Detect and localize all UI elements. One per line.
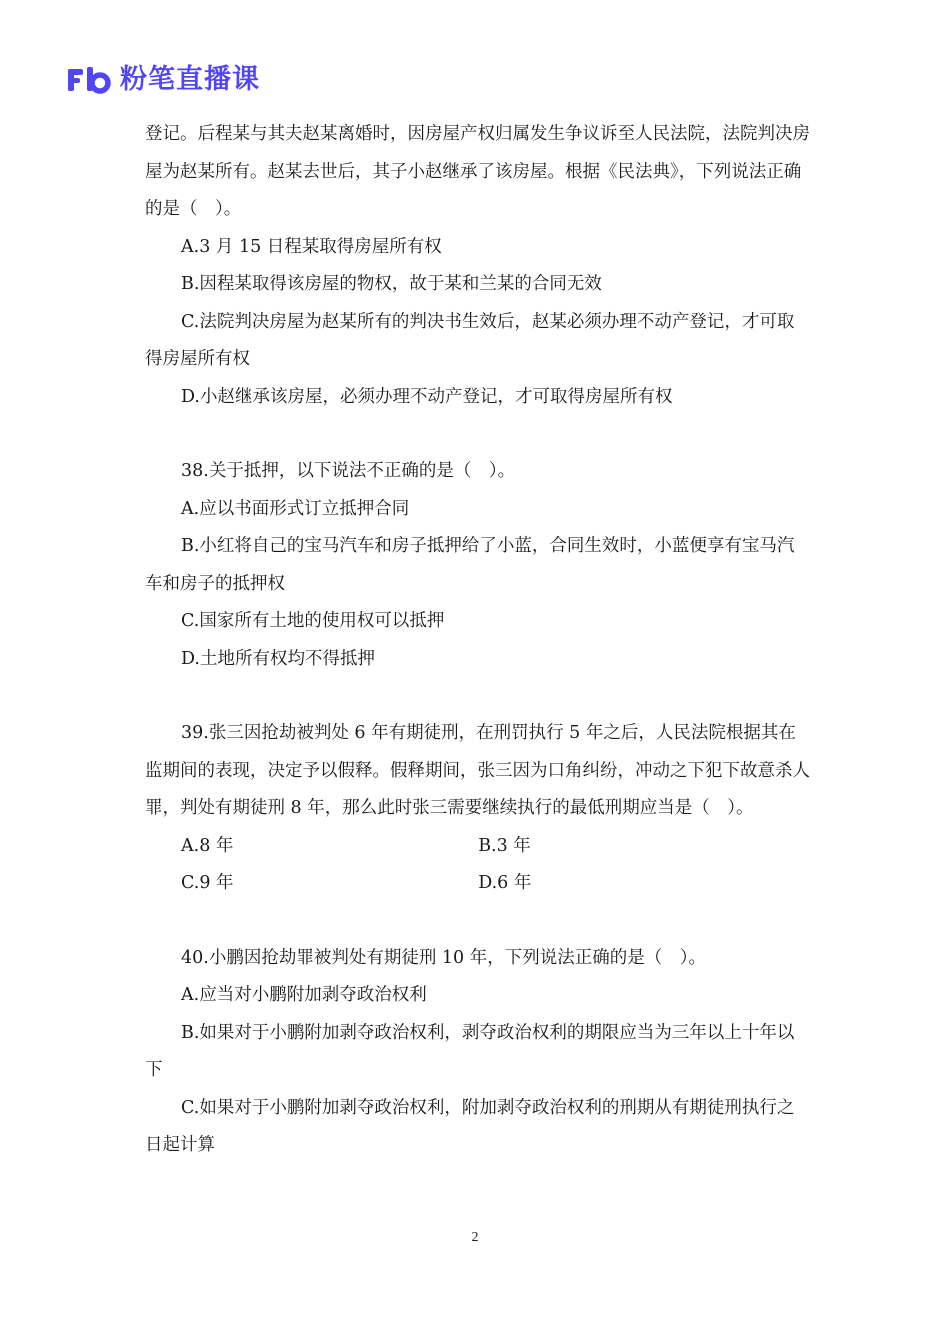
q39-option-b: B.3 年 <box>478 835 531 856</box>
document-body <box>145 116 810 1165</box>
spacer <box>145 416 810 453</box>
logo-text: 粉笔直播课 <box>120 64 260 95</box>
spacer <box>145 903 810 940</box>
q40-stem: 40.小鹏因抢劫罪被判处有期徒刑 10 年，下列说法正确的是（ ）。 <box>181 947 706 968</box>
q37-option-b: B.因程某取得该房屋的物权，故于某和兰某的合同无效 <box>181 274 602 294</box>
q37-option-a: A.3 月 15 日程某取得房屋所有权 <box>181 236 442 257</box>
q40-option-b: B.如果对于小鹏附加剥夺政治权利，剥夺政治权利的期限应当为三年以上十年以下 <box>145 1022 795 1080</box>
q39-options-row-1 <box>145 828 810 866</box>
q39-option-c: C.9 年 <box>181 873 234 893</box>
q38-option-b: B.小红将自己的宝马汽车和房子抵押给了小蓝，合同生效时，小蓝便享有宝马汽车和房子的抵押权 <box>145 536 795 594</box>
q39-option-a: A.8 年 <box>181 835 234 856</box>
brand-logo <box>66 62 260 98</box>
q40-option-a: A.应当对小鹏附加剥夺政治权利 <box>181 985 427 1005</box>
q37-option-c: C.法院判决房屋为赵某所有的判决书生效后，赵某必须办理不动产登记，才可取得房屋所有权 <box>145 311 795 369</box>
q39-options-row-2 <box>145 865 810 903</box>
q38-option-a: A.应以书面形式订立抵押合同 <box>181 498 410 519</box>
q38-stem: 38.关于抵押，以下说法不正确的是（ ）。 <box>181 461 516 481</box>
q37-option-d: D.小赵继承该房屋，必须办理不动产登记，才可取得房屋所有权 <box>181 386 673 407</box>
page-number: 2 <box>471 1230 479 1245</box>
q39-option-d: D.6 年 <box>478 873 532 893</box>
fb-logo-icon <box>66 65 112 95</box>
q39-stem: 39.张三因抢劫被判处 6 年有期徒刑，在刑罚执行 5 年之后，人民法院根据其在监期间的表现，决定予以假释。假释期间，张三因为口角纠纷，冲动之下犯下故意杀人罪，判处有期徒刑 8 年，那么此时张三需要继续执行的最低刑期应当是（ ）。 <box>145 723 810 818</box>
q38-option-c: C.国家所有土地的使用权可以抵押 <box>181 611 445 631</box>
q40-option-c: C.如果对于小鹏附加剥夺政治权利，附加剥夺政治权利的刑期从有期徒刑执行之日起计算 <box>145 1097 795 1155</box>
spacer <box>145 678 810 715</box>
q38-option-d: D.土地所有权均不得抵押 <box>181 648 375 669</box>
q37-stem-continued: 登记。后程某与其夫赵某离婚时，因房屋产权归属发生争议诉至人民法院，法院判决房屋为赵某所有。赵某去世后，其子小赵继承了该房屋。根据《民法典》，下列说法正确的是（ ）。 <box>145 124 810 219</box>
